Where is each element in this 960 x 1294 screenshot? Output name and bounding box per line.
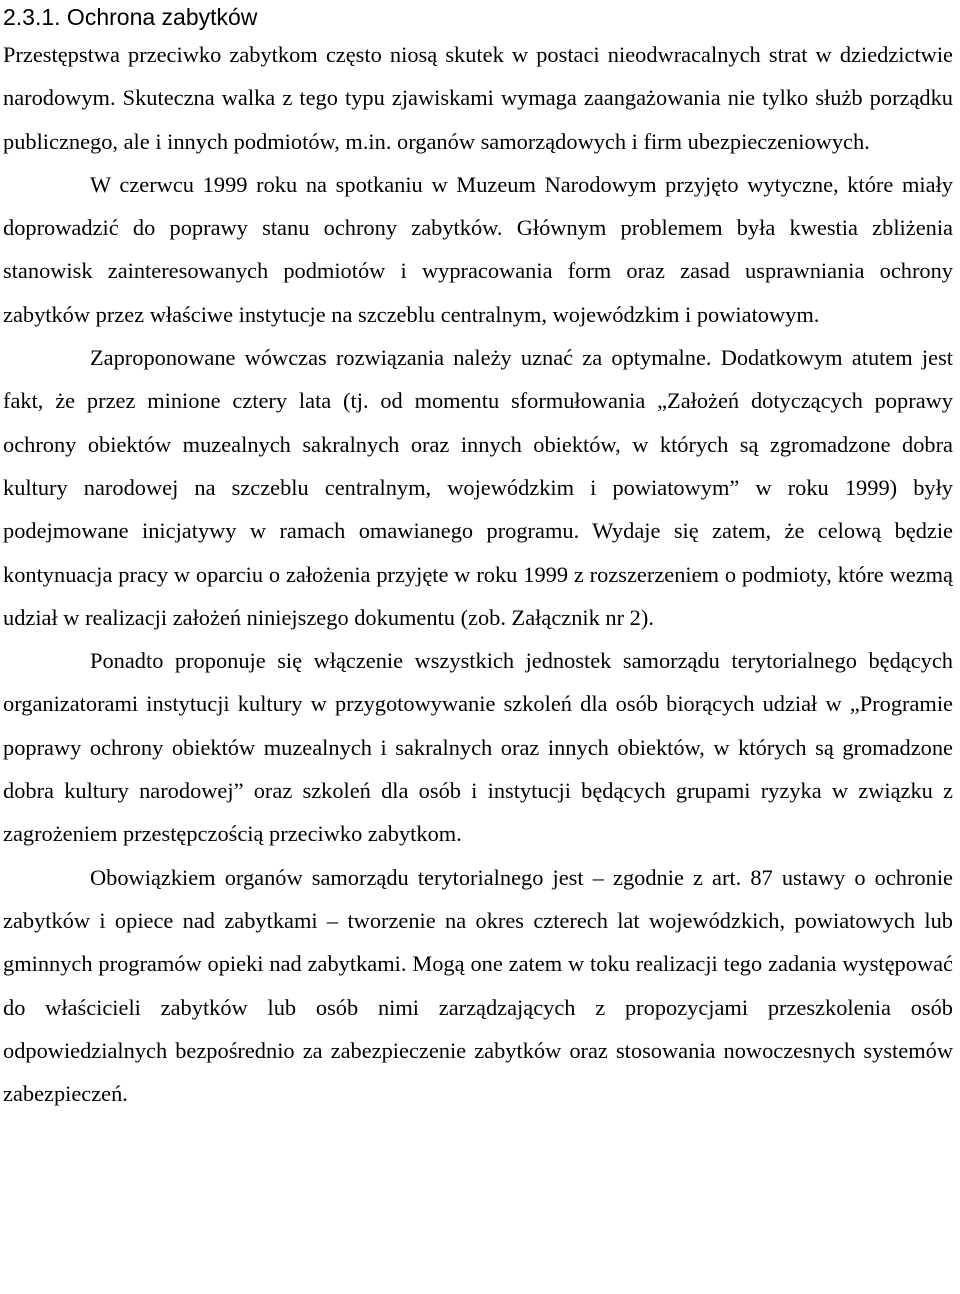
paragraph-guidelines-1999: W czerwcu 1999 roku na spotkaniu w Muzeum Narodowym przyjęto wytyczne, które miały doprowadzić do poprawy stanu ochrony zabytków. Głównym problemem była kwestia zbliżenia stanowisk zainteresowanych podmiotów i wypracowania form oraz zasad usprawniania ochrony zabytków przez właściwe instytucje na szczeblu centralnym, wojewódzkim i powiatowym. xyxy=(3,171,953,327)
paragraph-local-government-duty: Obowiązkiem organów samorządu terytorialnego jest – zgodnie z art. 87 ustawy o ochronie zabytków i opiece nad zabytkami – tworzenie na okres czterech lat wojewódzkich, powiatowych lub gminnych programów opieki nad zabytkami. Mogą one zatem w toku realizacji tego zadania występować do właścicieli zabytków lub osób nimi zarządzających z propozycjami przeszkolenia osób odpowiedzialnych bezpośrednio za zabezpieczenie zabytków oraz stosowania nowoczesnych systemów zabezpieczeń. xyxy=(3,864,953,1107)
section-heading: 2.3.1. Ochrona zabytków xyxy=(3,4,258,30)
paragraph-training-proposal: Ponadto proponuje się włączenie wszystkich jednostek samorządu terytorialnego będących organizatorami instytucji kultury w przygotowywanie szkoleń dla osób biorących udział w „Programie poprawy ochrony obiektów muzealnych i sakralnych oraz innych obiektów, w których są gromadzone dobra kultury narodowej” oraz szkoleń dla osób i instytucji będących grupami ryzyka w związku z zagrożeniem przestępczością przeciwko zabytkom. xyxy=(3,648,953,847)
paragraph-intro: Przestępstwa przeciwko zabytkom często niosą skutek w postaci nieodwracalnych strat w dziedzictwie narodowym. Skuteczna walka z tego typu zjawiskami wymaga zaangażowania nie tylko służb porządku publicznego, ale i innych podmiotów, m.in. organów samorządowych i firm ubezpieczeniowych. xyxy=(3,42,953,154)
paragraph-proposed-solutions: Zaproponowane wówczas rozwiązania należy uznać za optymalne. Dodatkowym atutem jest fakt, że przez minione cztery lata (tj. od momentu sformułowania „Założeń dotyczących poprawy ochrony obiektów muzealnych sakralnych oraz innych obiektów, w których są zgromadzone dobra kultury narodowej na szczeblu centralnym, wojewódzkim i powiatowym” w roku 1999) były podejmowane inicjatywy w ramach omawianego programu. Wydaje się zatem, że celową będzie kontynuacja pracy w oparciu o założenia przyjęte w roku 1999 z rozszerzeniem o podmioty, które wezmą udział w realizacji założeń niniejszego dokumentu (zob. Załącznik nr 2). xyxy=(3,345,953,630)
